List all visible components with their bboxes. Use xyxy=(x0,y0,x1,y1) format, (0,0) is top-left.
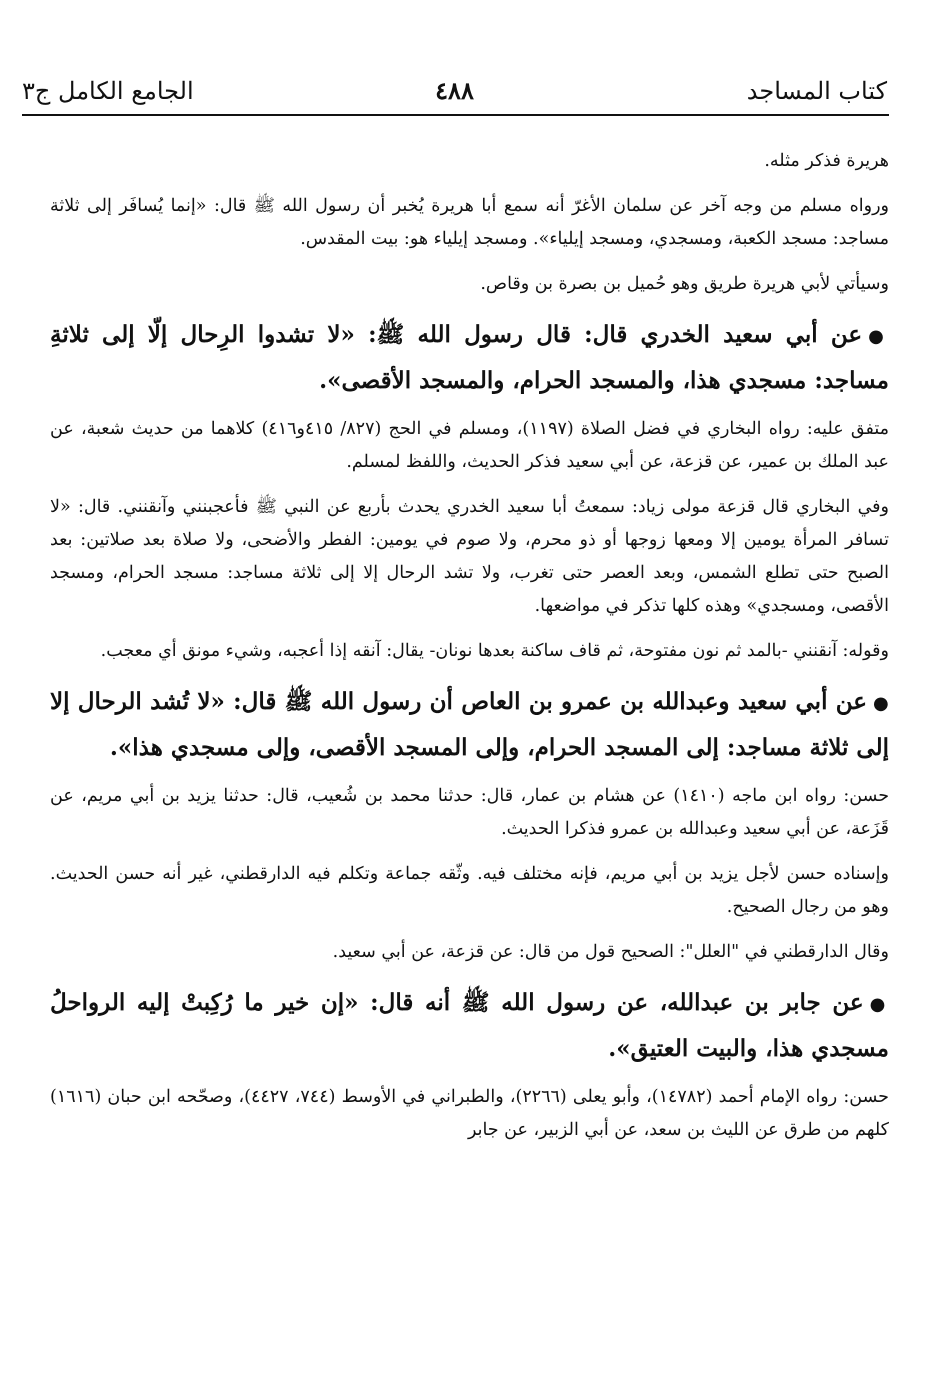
commentary-paragraph: وقوله: آنقنني -بالمد ثم نون مفتوحة، ثم قاف ساكنة بعدها نونان- يقال: آنقه إذا أعجبه، وشيء مونق أي معجب. xyxy=(100,641,889,661)
bullet-icon: ● xyxy=(869,994,889,1015)
page-number: ٤٨٨ xyxy=(435,76,474,105)
hadith-paragraph xyxy=(50,680,889,770)
hadith-text: عن أبي سعيد وعبدالله بن عمرو بن العاص أن رسول الله ﷺ قال: «لا تُشد الرحال إلا إلى ثلاثة مساجد: إلى المسجد الحرام، وإلى المسجد الأقصى، وإلى مسجدي هذا». xyxy=(50,688,889,761)
bullet-icon: ● xyxy=(872,693,889,714)
commentary-paragraph: وقال الدارقطني في "العلل": الصحيح قول من قال: عن قزعة، عن أبي سعيد. xyxy=(332,942,889,962)
book-title: الجامع الكامل ج٣ xyxy=(22,77,194,105)
chapter-title: كتاب المساجد xyxy=(746,77,887,105)
commentary-paragraph: وسيأتي لأبي هريرة طريق وهو حُميل بن بصرة بن وقاص. xyxy=(480,274,889,294)
commentary-paragraph: حسن: رواه ابن ماجه (١٤١٠) عن هشام بن عمار، قال: حدثنا محمد بن شُعيب، قال: حدثنا يزيد بن أبي مريم، عن قَزَعة، عن أبي سعيد وعبدالله بن عمرو فذكرا الحديث. xyxy=(50,786,890,839)
bullet-icon: ● xyxy=(868,326,889,347)
header-rule xyxy=(22,114,889,116)
commentary-paragraph: وفي البخاري قال قزعة مولى زياد: سمعتُ أبا سعيد الخدري يحدث بأربع عن النبي ﷺ فأعجبنني وآنقنني. قال: «لا تسافر المرأة يومين إلا ومعها زوجها أو ذو محرم، ولا صوم في يومين: الفطر والأضحى، ولا صلاة بعد صلاتين: بعد الصبح حتى تطلع الشمس، وبعد العصر حتى تغرب، ولا تشد الرحال إلا إلى ثلاثة مساجد: مسجد الحرام، ومسجد الأقصى، ومسجدي» وهذه كلها تذكر في مواضعها. xyxy=(50,497,889,616)
hadith-paragraph xyxy=(50,313,889,403)
page-header xyxy=(22,76,887,112)
commentary-paragraph: وإسناده حسن لأجل يزيد بن أبي مريم، فإنه مختلف فيه. وثّقه جماعة وتكلم فيه الدارقطني، غير أنه حسن الحديث. وهو من رجال الصحيح. xyxy=(50,864,889,917)
commentary-paragraph: متفق عليه: رواه البخاري في فضل الصلاة (١١٩٧)، ومسلم في الحج (٨٢٧/ ٤١٥و٤١٦) كلاهما من حديث شعبة، عن عبد الملك بن عمير، عن قزعة، عن أبي سعيد فذكر الحديث، واللفظ لمسلم. xyxy=(50,419,890,472)
hadith-text: عن جابر بن عبدالله، عن رسول الله ﷺ أنه قال: «إن خير ما رُكِبتْ إليه الرواحلُ مسجدي هذا، والبيت العتيق». xyxy=(50,989,889,1062)
commentary-paragraph: هريرة فذكر مثله. xyxy=(764,151,889,171)
page-body xyxy=(50,145,889,1159)
commentary-paragraph: حسن: رواه الإمام أحمد (١٤٧٨٢)، وأبو يعلى (٢٢٦٦)، والطبراني في الأوسط (٧٤٤، ٤٤٢٧)، وصحّحه ابن حبان (١٦١٦) كلهم من طرق عن الليث بن سعد، عن أبي الزبير، عن جابر xyxy=(50,1087,889,1140)
commentary-paragraph: ورواه مسلم من وجه آخر عن سلمان الأغرّ أنه سمع أبا هريرة يُخبر أن رسول الله ﷺ قال: «إنما يُسافَر إلى ثلاثة مساجد: مسجد الكعبة، ومسجدي، ومسجد إيلياء». ومسجد إيلياء هو: بيت المقدس. xyxy=(50,196,889,249)
hadith-text: عن أبي سعيد الخدري قال: قال رسول الله ﷺ: «لا تشدوا الرِحال إلّا إلى ثلاثةِ مساجد: مسجدي هذا، والمسجد الحرام، والمسجد الأقصى». xyxy=(50,321,889,394)
hadith-paragraph xyxy=(50,981,889,1071)
